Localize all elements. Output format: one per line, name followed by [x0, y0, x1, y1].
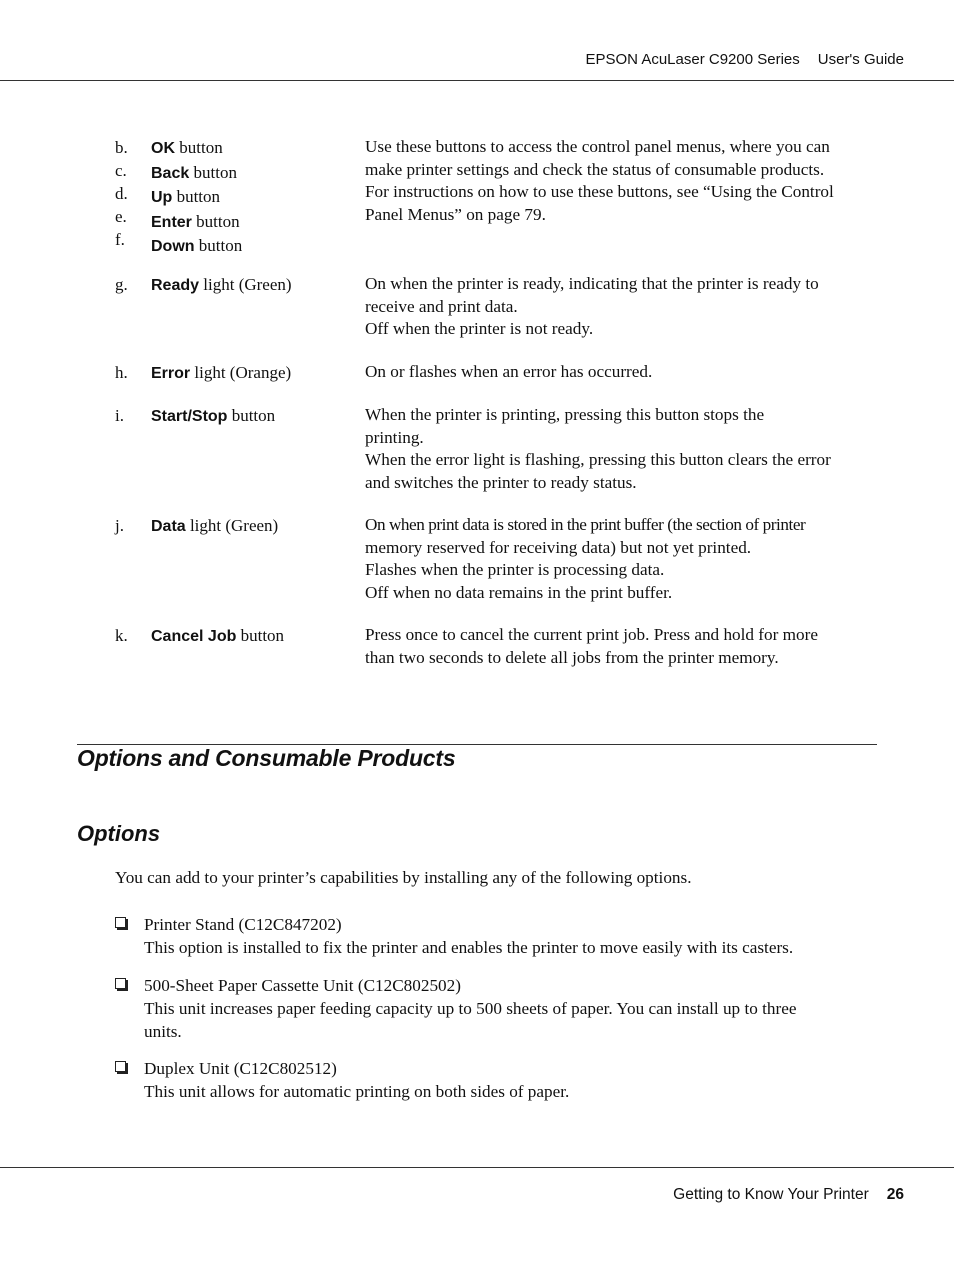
item-letter: e.	[115, 207, 127, 226]
item-label: Enter button	[151, 211, 240, 231]
item-label: Error light (Orange)	[151, 363, 292, 382]
item-description: On when print data is stored in the print buffer (the section of printer memory reserved for receiving data) but not yet printed. Flashes when the printer is processing data. Off when no data remains in the print buffer.	[365, 515, 806, 602]
item-letters	[115, 136, 128, 251]
checkbox-bullet-icon	[115, 978, 126, 989]
intro-paragraph: You can add to your printer’s capabilities by installing any of the following options.	[115, 868, 692, 887]
footer-rule	[0, 1167, 954, 1168]
subsection-title: Options	[77, 821, 161, 846]
item-description: When the printer is printing, pressing this button stops the printing. When the error light is flashing, pressing this button clears the error and switches the printer to ready status.	[365, 405, 831, 492]
item-label: Cancel Job button	[151, 626, 285, 645]
item-description: On when the printer is ready, indicating that the printer is ready to receive and print data. Off when the printer is not ready.	[365, 274, 819, 338]
item-letter: d.	[115, 184, 128, 203]
item-description: Use these buttons to access the control panel menus, where you can make printer settings and check the status of consumable products. For instructions on how to use these buttons, see “Using the Control Panel Menus” on page 79.	[365, 137, 834, 224]
item-letter: b.	[115, 138, 128, 157]
running-header	[585, 51, 904, 68]
item-label: OK button	[151, 138, 223, 157]
item-letter: g.	[115, 275, 128, 294]
checkbox-bullet-icon	[115, 917, 126, 928]
item-letter: c.	[115, 161, 127, 180]
item-description: On or flashes when an error has occurred.	[365, 362, 653, 381]
item-label: Ready light (Green)	[151, 275, 292, 294]
item-label: Back button	[151, 162, 237, 182]
item-letter: i.	[115, 406, 124, 425]
header-product: EPSON AcuLaser C9200 Series	[585, 51, 800, 68]
item-letter: j.	[115, 516, 124, 535]
item-letter: k.	[115, 626, 128, 645]
item-label: Data light (Green)	[151, 516, 279, 535]
header-guide: User's Guide	[817, 51, 904, 68]
page-number: 26	[886, 1186, 904, 1203]
item-letter: h.	[115, 363, 128, 382]
item-label: Up button	[151, 187, 221, 206]
item-letter: f.	[115, 230, 125, 249]
header-rule	[0, 80, 954, 81]
checkbox-bullet-icon	[115, 1061, 126, 1072]
item-label: Down button	[151, 236, 243, 255]
item-label: Start/Stop button	[151, 406, 276, 425]
footer-chapter: Getting to Know Your Printer	[673, 1186, 869, 1203]
section-title: Options and Consumable Products	[77, 745, 456, 771]
item-description: Press once to cancel the current print job. Press and hold for more than two seconds to delete all jobs from the printer memory.	[365, 625, 818, 667]
item-labels	[151, 136, 242, 259]
running-footer	[673, 1186, 904, 1204]
